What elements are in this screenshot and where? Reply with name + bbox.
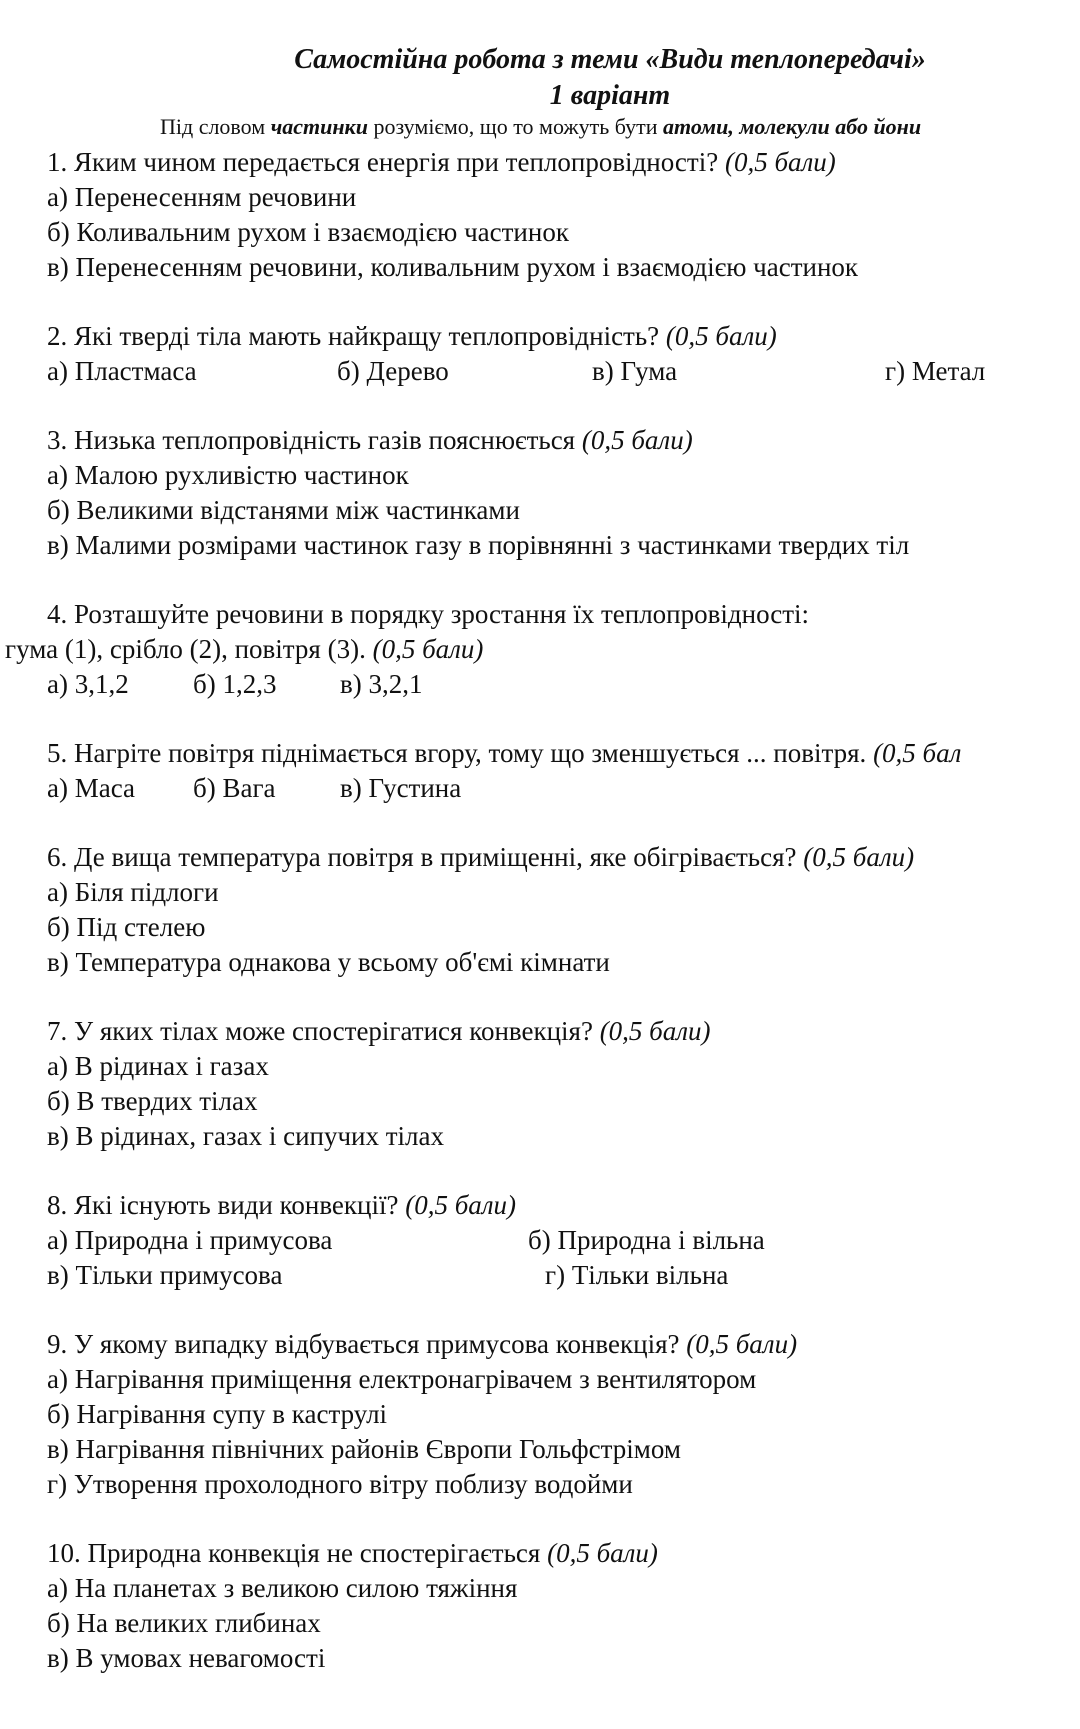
- question-points: (0,5 бали): [372, 634, 484, 664]
- question-text: 2. Які тверді тіла мають найкращу теплопровідність?: [47, 321, 666, 351]
- note-pre: Під словом: [160, 114, 271, 139]
- question-10: [47, 1537, 658, 1570]
- q6-option-a: а) Біля підлоги: [47, 877, 219, 907]
- q2-option-a: а) Пластмаса: [47, 356, 197, 386]
- q9-option-d: г) Утворення прохолодного вітру поблизу водойми: [47, 1469, 633, 1499]
- q9-option-a: а) Нагрівання приміщення електронагрівачем з вентилятором: [47, 1364, 757, 1394]
- question-8: [47, 1189, 516, 1222]
- question-text: 10. Природна конвекція не спостерігається: [47, 1538, 548, 1568]
- q5-option-c: в) Густина: [340, 773, 462, 803]
- q1-option-b: б) Коливальним рухом і взаємодією частинок: [47, 217, 569, 247]
- question-points: (0,5 бали): [665, 321, 777, 351]
- note-items: атоми, молекули або йони: [663, 114, 922, 139]
- q4-option-a: а) 3,1,2: [47, 669, 129, 699]
- question-9: [47, 1328, 797, 1361]
- q1-option-a: а) Перенесенням речовини: [47, 182, 357, 212]
- q3-option-a: а) Малою рухливістю частинок: [47, 460, 409, 490]
- q10-option-a: а) На планетах з великою силою тяжіння: [47, 1573, 518, 1603]
- q7-option-b: б) В твердих тілах: [47, 1086, 258, 1116]
- question-6: [47, 841, 914, 874]
- q1-option-c: в) Перенесенням речовини, коливальним рухом і взаємодією частинок: [47, 252, 859, 282]
- q6-option-c: в) Температура однакова у всьому об'ємі кімнати: [47, 947, 610, 977]
- question-points: (0,5 бали): [599, 1016, 711, 1046]
- question-points: (0,5 бали): [405, 1190, 517, 1220]
- question-text: 9. У якому випадку відбувається примусова конвекція?: [47, 1329, 687, 1359]
- question-points: (0,5 бали): [581, 425, 693, 455]
- note-word: частинки: [270, 114, 368, 139]
- question-points: (0,5 бали): [724, 147, 836, 177]
- question-3: [47, 424, 693, 457]
- q10-option-c: в) В умовах невагомості: [47, 1643, 326, 1673]
- q6-option-b: б) Під стелею: [47, 912, 206, 942]
- question-text: 6. Де вища температура повітря в приміщенні, яке обігрівається?: [47, 842, 804, 872]
- q4-option-b: б) 1,2,3: [193, 669, 277, 699]
- question-points: (0,5 бали): [686, 1329, 798, 1359]
- q4-option-c: в) 3,2,1: [340, 669, 423, 699]
- note-mid: розуміємо, що то можуть бути: [367, 114, 664, 139]
- question-7: [47, 1015, 711, 1048]
- q7-option-c: в) В рідинах, газах і сипучих тілах: [47, 1121, 444, 1151]
- worksheet-title: Самостійна робота з теми «Види теплопередачі»: [294, 44, 926, 75]
- question-text: 8. Які існують види конвекції?: [47, 1190, 406, 1220]
- question-text: 5. Нагріте повітря піднімається вгору, тому що зменшується ... повітря.: [47, 738, 874, 768]
- question-4-substances: [5, 633, 483, 666]
- q7-option-a: а) В рідинах і газах: [47, 1051, 269, 1081]
- question-text: 7. У яких тілах може спостерігатися конвекція?: [47, 1016, 600, 1046]
- q8-option-b: б) Природна і вільна: [528, 1225, 765, 1255]
- question-text: гума (1), срібло (2), повітря (3).: [5, 634, 373, 664]
- q3-option-b: б) Великими відстанями між частинками: [47, 495, 520, 525]
- q9-option-b: б) Нагрівання супу в каструлі: [47, 1399, 388, 1429]
- q5-option-b: б) Вага: [193, 773, 276, 803]
- q8-option-a: а) Природна і примусова: [47, 1225, 333, 1255]
- q9-option-c: в) Нагрівання північних районів Європи Гольфстрімом: [47, 1434, 681, 1464]
- question-5: [47, 737, 961, 770]
- question-2: [47, 320, 777, 353]
- variant-label: 1 варіант: [549, 80, 671, 111]
- question-text: 1. Яким чином передається енергія при теплопровідності?: [47, 147, 725, 177]
- question-4: 4. Розташуйте речовини в порядку зростання їх теплопровідності:: [47, 599, 810, 629]
- q3-option-c: в) Малими розмірами частинок газу в порівнянні з частинками твердих тіл: [47, 530, 910, 560]
- q2-option-d: г) Метал: [885, 356, 986, 386]
- question-1: [47, 146, 836, 179]
- question-points: (0,5 бал: [873, 738, 962, 768]
- question-text: 3. Низька теплопровідність газів пояснюється: [47, 425, 582, 455]
- question-points: (0,5 бали): [547, 1538, 658, 1568]
- q10-option-b: б) На великих глибинах: [47, 1608, 321, 1638]
- particles-note: [160, 114, 921, 140]
- q8-option-c: в) Тільки примусова: [47, 1260, 283, 1290]
- q2-option-c: в) Гума: [592, 356, 678, 386]
- q8-option-d: г) Тільки вільна: [545, 1260, 729, 1290]
- q5-option-a: а) Маса: [47, 773, 136, 803]
- question-points: (0,5 бали): [803, 842, 915, 872]
- q2-option-b: б) Дерево: [337, 356, 449, 386]
